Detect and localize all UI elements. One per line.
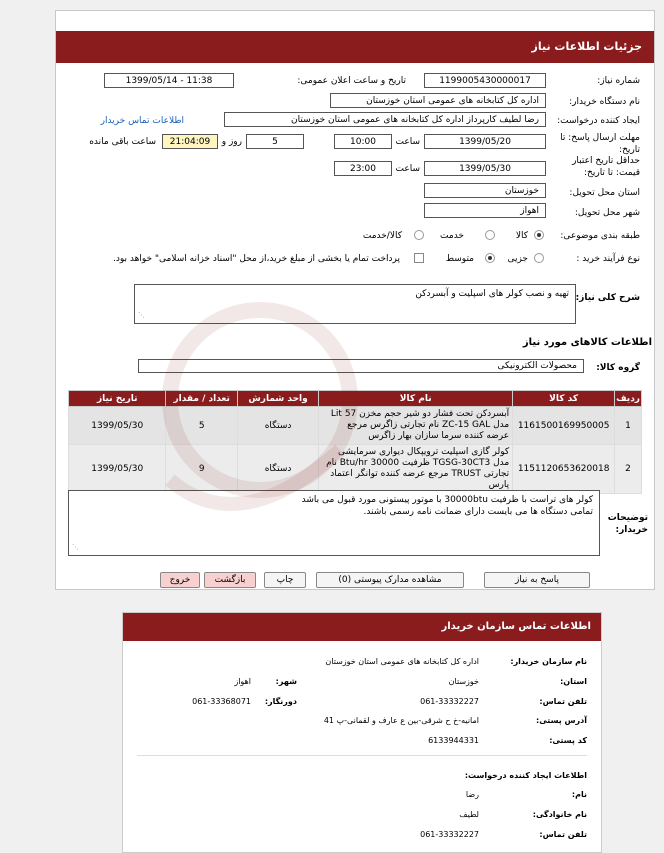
remaining-time-field: 21:04:09 bbox=[162, 134, 218, 149]
deadline-label: مهلت ارسال پاسخ: تا تاریخ: bbox=[560, 133, 640, 155]
col-unit: واحد شمارش bbox=[237, 391, 318, 407]
contact-address-value: امانیه-خ ح شرقی-بین ع عارف و لقمانی-پ 41 bbox=[323, 716, 479, 725]
goods-group-label: گروه کالا: bbox=[596, 363, 640, 373]
creator-label: ایجاد کننده درخواست: bbox=[557, 116, 640, 126]
deadline-time-field: 10:00 bbox=[334, 134, 392, 149]
goods-section-title: اطلاعات کالاهای مورد نیاز bbox=[522, 337, 652, 348]
validity-time-field: 23:00 bbox=[334, 161, 392, 176]
deadline-date-field: 1399/05/20 bbox=[424, 134, 546, 149]
treasury-payment-checkbox[interactable] bbox=[414, 253, 424, 263]
back-button[interactable]: بازگشت bbox=[204, 572, 256, 588]
validity-date-field: 1399/05/30 bbox=[424, 161, 546, 176]
contact-divider bbox=[137, 755, 587, 756]
announce-field: 1399/05/14 - 11:38 bbox=[104, 73, 234, 88]
goods-group-field: محصولات الکترونیکی bbox=[138, 359, 584, 373]
announce-label: تاریخ و ساعت اعلان عمومی: bbox=[297, 76, 406, 86]
col-code: کد کالا bbox=[513, 391, 615, 407]
summary-label: شرح کلی نیاز: bbox=[575, 293, 640, 303]
exit-button[interactable]: خروج bbox=[160, 572, 200, 588]
goods-name: آبسردکن تحت فشار دو شیر حجم مخزن 57 Lit مدل ZC-15 GAL نام تجارتی زاگرس مرجع عرضه کننده سرما سازان بهار زاگرس bbox=[319, 407, 513, 445]
remaining-label: ساعت باقی مانده bbox=[89, 137, 156, 147]
buyer-org-label: نام دستگاه خریدار: bbox=[569, 97, 640, 107]
reply-button[interactable]: پاسخ به نیاز bbox=[484, 572, 590, 588]
contact-org-value: اداره کل کتابخانه های عمومی استان خوزستان bbox=[325, 657, 479, 666]
goods-code: 1161500169950005 bbox=[513, 407, 615, 445]
contact-phone-label: تلفن تماس: bbox=[539, 697, 587, 706]
validity-label: حداقل تاریخ اعتبار قیمت: تا تاریخ: bbox=[572, 156, 640, 178]
validity-time-label: ساعت bbox=[395, 164, 420, 174]
buyer-org-field: اداره کل کتابخانه های عمومی استان خوزستان bbox=[330, 93, 546, 108]
goods-qty: 9 bbox=[166, 445, 237, 494]
print-button[interactable]: چاپ bbox=[264, 572, 306, 588]
need-number-field: 1199005430000017 bbox=[424, 73, 546, 88]
attachments-button[interactable]: مشاهده مدارک پیوستی (0) bbox=[316, 572, 464, 588]
summary-text: تهیه و نصب کولر های اسپلیت و آبسردکن bbox=[415, 289, 569, 299]
contact-city-label: شهر: bbox=[275, 677, 297, 686]
days-label: روز و bbox=[221, 137, 242, 147]
creator-family-label: نام خانوادگی: bbox=[532, 810, 587, 819]
contact-province-label: استان: bbox=[560, 677, 587, 686]
creator-info-title: اطلاعات ایجاد کننده درخواست: bbox=[464, 771, 587, 780]
city-field: اهواز bbox=[424, 203, 546, 218]
col-name: نام کالا bbox=[319, 391, 513, 407]
creator-phone-value: 061-33332227 bbox=[420, 830, 479, 839]
goods-unit: دستگاه bbox=[237, 407, 318, 445]
purchase-partial-radio[interactable] bbox=[534, 253, 544, 263]
category-label: طبقه بندی موضوعی: bbox=[560, 231, 640, 241]
row-number: 1 bbox=[615, 407, 642, 445]
deadline-time-label: ساعت bbox=[395, 137, 420, 147]
buyer-contact-link[interactable]: اطلاعات تماس خریدار bbox=[100, 116, 184, 126]
goods-qty: 5 bbox=[166, 407, 237, 445]
contact-address-label: آدرس پستی: bbox=[536, 716, 587, 725]
goods-name: کولر گازی اسپلیت ترویپکال دیواری سرمایشی مدل TGSG-30CT3 ظرفیت 30000 Btu/hr نام تجارتی TRUST مرجع عرضه کننده توانگر اعتماد پارس bbox=[319, 445, 513, 494]
goods-unit: دستگاه bbox=[237, 445, 318, 494]
goods-code: 1151120653620018 bbox=[513, 445, 615, 494]
contact-title: اطلاعات تماس سازمان خریدار bbox=[441, 621, 591, 632]
contact-header bbox=[123, 613, 601, 641]
resize-grip-icon: ⋰ bbox=[72, 543, 79, 551]
contact-fax-label: دورنگار: bbox=[264, 697, 297, 706]
panel-header bbox=[56, 31, 654, 63]
creator-phone-label: تلفن تماس: bbox=[539, 830, 587, 839]
category-service-label: خدمت bbox=[440, 231, 464, 241]
creator-field: رضا لطیف کارپرداز اداره کل کتابخانه های عمومی استان خوزستان bbox=[224, 112, 546, 127]
col-row: ردیف bbox=[615, 391, 642, 407]
purchase-partial-label: جزیی bbox=[507, 254, 528, 264]
treasury-payment-note: پرداخت تمام یا بخشی از مبلغ خرید،از محل "اسناد خزانه اسلامی" خواهد بود. bbox=[112, 254, 400, 264]
buyer-notes-line2: تمامی دستگاه ها می بایست دارای ضمانت نامه رسمی باشند. bbox=[363, 507, 593, 517]
contact-phone-value: 061-33332227 bbox=[420, 697, 479, 706]
goods-table bbox=[68, 390, 642, 494]
buyer-notes-label: توضیحات خریدار: bbox=[607, 513, 648, 535]
purchase-type-label: نوع فرآیند خرید : bbox=[576, 254, 640, 264]
contact-fax-value: 061-33368071 bbox=[192, 697, 251, 706]
province-field: خوزستان bbox=[424, 183, 546, 198]
days-field: 5 bbox=[246, 134, 304, 149]
table-row bbox=[69, 407, 642, 445]
purchase-medium-label: متوسط bbox=[445, 254, 474, 264]
panel-title: جزئیات اطلاعات نیاز bbox=[531, 40, 642, 53]
buyer-notes-textarea bbox=[68, 490, 600, 556]
category-service-radio[interactable] bbox=[485, 230, 495, 240]
summary-textarea bbox=[134, 284, 576, 324]
category-goods-service-label: کالا/خدمت bbox=[362, 231, 402, 241]
contact-province-value: خوزستان bbox=[448, 677, 479, 686]
buyer-contact-card bbox=[122, 612, 602, 853]
buyer-notes-line1: کولر های تراست با ظرفیت 30000btu با موتور پیستونی مورد قبول می باشد bbox=[301, 495, 593, 505]
goods-date: 1399/05/30 bbox=[69, 445, 166, 494]
province-label: استان محل تحویل: bbox=[569, 188, 640, 198]
col-qty: تعداد / مقدار bbox=[166, 391, 237, 407]
purchase-medium-radio[interactable] bbox=[485, 253, 495, 263]
table-row bbox=[69, 445, 642, 494]
creator-name-value: رضا bbox=[465, 790, 479, 799]
contact-org-label: نام سازمان خریدار: bbox=[510, 657, 587, 666]
category-goods-label: کالا bbox=[515, 231, 528, 241]
contact-postal-value: 6133944331 bbox=[428, 736, 479, 745]
contact-city-value: اهواز bbox=[234, 677, 251, 686]
category-goods-radio[interactable] bbox=[534, 230, 544, 240]
resize-grip-icon: ⋰ bbox=[138, 311, 145, 319]
creator-name-label: نام: bbox=[571, 790, 587, 799]
goods-table-header bbox=[69, 391, 642, 407]
city-label: شهر محل تحویل: bbox=[574, 208, 640, 218]
need-number-label: شماره نیاز: bbox=[597, 76, 640, 86]
goods-date: 1399/05/30 bbox=[69, 407, 166, 445]
contact-postal-label: کد پستی: bbox=[549, 736, 587, 745]
row-number: 2 bbox=[615, 445, 642, 494]
creator-family-value: لطیف bbox=[459, 810, 479, 819]
col-date: تاریخ نیاز bbox=[69, 391, 166, 407]
category-goods-service-radio[interactable] bbox=[414, 230, 424, 240]
